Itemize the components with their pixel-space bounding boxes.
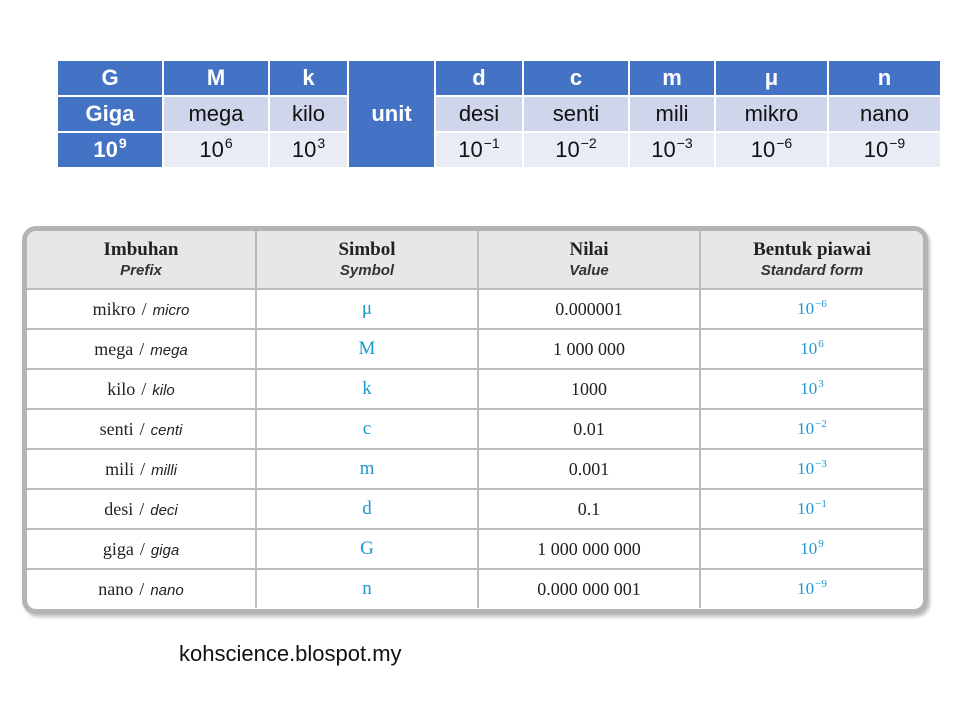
- header-standard-form: [700, 231, 923, 289]
- symbol-cell-senti: c: [524, 61, 628, 95]
- symbol-cell-nano: n: [829, 61, 940, 95]
- prefix-symbol-row: [58, 61, 940, 95]
- symbol-cell: m: [256, 449, 478, 489]
- prefix-ms: desi: [104, 498, 134, 519]
- power-cell-mikro: [716, 133, 827, 167]
- table-row: [27, 289, 923, 329]
- table-body: [27, 289, 923, 608]
- header-standard-form-ms: Bentuk piawai: [753, 238, 871, 260]
- prefix-en: deci: [150, 501, 178, 519]
- standard-form-base: 10: [797, 579, 815, 598]
- prefix-en: micro: [152, 301, 190, 319]
- prefix-cell: [27, 369, 256, 409]
- standard-form-base: 10: [797, 459, 815, 478]
- prefix-en: giga: [150, 541, 180, 559]
- prefix-separator: /: [139, 498, 145, 519]
- site-credit: kohscience.blospot.my: [179, 641, 402, 666]
- prefix-name-row: [58, 97, 940, 131]
- power-base: 10: [750, 137, 776, 162]
- standard-form-base: 10: [800, 539, 818, 558]
- prefix-ms: mega: [94, 338, 134, 359]
- standard-form-cell: [700, 569, 923, 608]
- table-row: [27, 569, 923, 608]
- value-cell: 0.000 000 001: [478, 569, 700, 608]
- prefix-cell: [27, 489, 256, 529]
- power-exponent: −6: [776, 135, 793, 151]
- standard-form-cell: [700, 289, 923, 329]
- prefix-en: milli: [151, 461, 177, 479]
- header-symbol-ms: Simbol: [338, 238, 396, 260]
- standard-form-exponent: −3: [815, 458, 827, 470]
- standard-form-cell: [700, 409, 923, 449]
- symbol-cell-mili: m: [630, 61, 714, 95]
- prefix-cell: [27, 289, 256, 329]
- standard-form-base: 10: [797, 419, 815, 438]
- prefix-en: mega: [150, 341, 188, 359]
- power-cell-giga: [58, 133, 162, 167]
- power-exponent: −2: [580, 135, 597, 151]
- symbol-cell-desi: d: [436, 61, 522, 95]
- header-prefix-ms: Imbuhan: [103, 238, 179, 260]
- standard-form-exponent: 6: [818, 338, 824, 350]
- value-cell: 1 000 000: [478, 329, 700, 369]
- header-prefix-en: Prefix: [120, 261, 162, 279]
- standard-form-exponent: −6: [815, 298, 827, 310]
- prefix-power-row: [58, 133, 940, 167]
- standard-form-cell: [700, 449, 923, 489]
- table-row: [27, 449, 923, 489]
- value-cell: 1000: [478, 369, 700, 409]
- prefix-strip-table: [56, 59, 942, 169]
- table-row: [27, 489, 923, 529]
- prefix-cell: [27, 529, 256, 569]
- symbol-cell: n: [256, 569, 478, 608]
- name-cell-mili: mili: [630, 97, 714, 131]
- symbol-cell: c: [256, 409, 478, 449]
- symbol-cell: d: [256, 489, 478, 529]
- prefix-ms: giga: [102, 538, 134, 559]
- value-cell: 1 000 000 000: [478, 529, 700, 569]
- header-symbol: [256, 231, 478, 289]
- power-base: 10: [458, 137, 483, 162]
- power-base: 10: [199, 137, 224, 162]
- power-base: 10: [651, 137, 676, 162]
- symbol-cell: k: [256, 369, 478, 409]
- prefix-cell: [27, 329, 256, 369]
- value-cell: 0.000001: [478, 289, 700, 329]
- prefix-en: nano: [150, 581, 184, 599]
- symbol-cell-mikro: μ: [716, 61, 827, 95]
- standard-form-cell: [700, 529, 923, 569]
- header-value-ms: Nilai: [569, 238, 609, 260]
- standard-form-base: 10: [797, 499, 815, 518]
- prefix-ms: mili: [105, 458, 135, 479]
- table-row: [27, 409, 923, 449]
- power-cell-nano: [829, 133, 940, 167]
- table-header-row: [27, 231, 923, 289]
- power-cell-senti: [524, 133, 628, 167]
- prefix-ms: nano: [98, 578, 134, 599]
- symbol-cell: M: [256, 329, 478, 369]
- power-exponent: −1: [483, 135, 500, 151]
- unit-cell: unit: [349, 61, 434, 167]
- power-exponent: 3: [317, 135, 326, 151]
- name-cell-kilo: kilo: [270, 97, 347, 131]
- name-cell-mega: mega: [164, 97, 268, 131]
- standard-form-cell: [700, 489, 923, 529]
- symbol-cell-kilo: k: [270, 61, 347, 95]
- value-cell: 0.001: [478, 449, 700, 489]
- power-exponent: −3: [676, 135, 693, 151]
- value-cell: 0.01: [478, 409, 700, 449]
- prefix-ms: senti: [99, 418, 134, 439]
- power-base: 10: [555, 137, 580, 162]
- power-cell-mega: [164, 133, 268, 167]
- value-cell: 0.1: [478, 489, 700, 529]
- prefix-separator: /: [139, 338, 145, 359]
- power-cell-kilo: [270, 133, 347, 167]
- prefix-separator: /: [139, 578, 145, 599]
- name-cell-desi: desi: [436, 97, 522, 131]
- standard-form-base: 10: [797, 299, 815, 318]
- prefix-reference-table: [27, 231, 923, 608]
- prefix-ms: kilo: [107, 378, 136, 399]
- header-value-en: Value: [569, 261, 609, 279]
- header-value: [478, 231, 700, 289]
- standard-form-exponent: −1: [815, 498, 827, 510]
- name-cell-mikro: mikro: [716, 97, 827, 131]
- power-base: 10: [863, 137, 889, 162]
- prefix-separator: /: [141, 298, 147, 319]
- symbol-cell: μ: [256, 289, 478, 329]
- power-exponent: 6: [224, 135, 233, 151]
- table-row: [27, 369, 923, 409]
- standard-form-exponent: −9: [815, 578, 827, 590]
- prefix-cell: [27, 409, 256, 449]
- symbol-cell-giga: G: [58, 61, 162, 95]
- standard-form-exponent: −2: [815, 418, 827, 430]
- header-symbol-en: Symbol: [339, 261, 395, 279]
- symbol-cell: G: [256, 529, 478, 569]
- symbol-cell-mega: M: [164, 61, 268, 95]
- power-cell-desi: [436, 133, 522, 167]
- name-cell-senti: senti: [524, 97, 628, 131]
- power-base: 10: [93, 137, 118, 162]
- standard-form-base: 10: [800, 339, 818, 358]
- standard-form-cell: [700, 369, 923, 409]
- prefix-en: kilo: [152, 381, 175, 399]
- header-prefix: [27, 231, 256, 289]
- prefix-separator: /: [139, 418, 145, 439]
- header-standard-form-en: Standard form: [760, 261, 864, 279]
- name-cell-nano: nano: [829, 97, 940, 131]
- textbook-table-frame: [22, 226, 928, 614]
- table-row: [27, 329, 923, 369]
- standard-form-cell: [700, 329, 923, 369]
- standard-form-exponent: 3: [818, 378, 824, 390]
- prefix-cell: [27, 569, 256, 608]
- prefix-ms: mikro: [92, 298, 136, 319]
- standard-form-base: 10: [800, 379, 818, 398]
- prefix-separator: /: [139, 538, 145, 559]
- standard-form-exponent: 9: [818, 538, 824, 550]
- power-exponent: 9: [118, 135, 127, 151]
- name-cell-giga: Giga: [58, 97, 162, 131]
- power-cell-mili: [630, 133, 714, 167]
- prefix-separator: /: [140, 458, 146, 479]
- power-exponent: −9: [889, 135, 906, 151]
- prefix-en: centi: [150, 421, 183, 439]
- prefix-separator: /: [141, 378, 147, 399]
- table-row: [27, 529, 923, 569]
- prefix-cell: [27, 449, 256, 489]
- power-base: 10: [291, 137, 317, 162]
